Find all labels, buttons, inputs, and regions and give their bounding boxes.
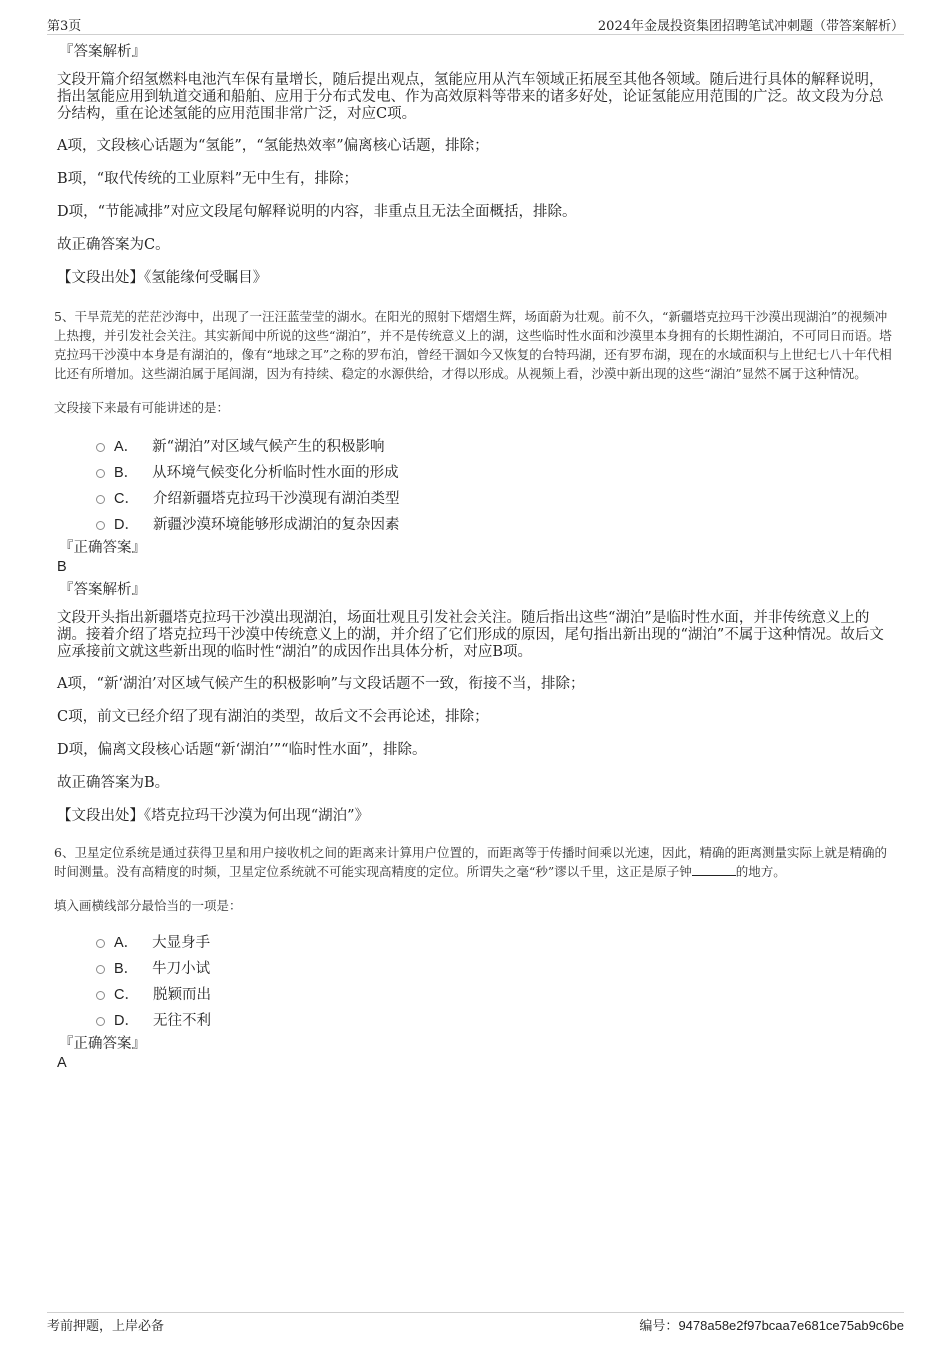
q5-analysis-paragraph: 文段开头指出新疆塔克拉玛干沙漠出现湖泊，场面壮观且引发社会关注。随后指出这些“湖泊”是临时性水面，并非传统意义上的湖。接着介绍了塔克拉玛干沙漠中传统意义上的湖，并介绍了它们形成的原因，尾句指出新出现的“湖泊”不属于这种情况。故后文应承接前文就这些新出现的临时性“湖泊”的成因作出具体分析，对应B项。 (57, 610, 884, 660)
radio-icon[interactable] (96, 469, 105, 478)
q5-option-a[interactable]: A． 新“湖泊”对区域气候产生的积极影响 (96, 432, 892, 458)
q4-analysis-header: 『答案解析』 (59, 44, 146, 60)
q5-analysis-header: 『答案解析』 (59, 582, 146, 598)
q6-answer: A (57, 1055, 67, 1071)
q6-answer-header: 『正确答案』 (59, 1036, 146, 1052)
q4-conclusion: 故正确答案为C。 (57, 237, 170, 253)
page-header (47, 14, 904, 35)
q5-answer-header: 『正确答案』 (59, 540, 146, 556)
page-content (54, 42, 892, 1072)
q5-stem: 5、干旱荒芜的茫茫沙海中，出现了一汪汪蓝莹莹的湖水。在阳光的照射下熠熠生辉，场面蔚为壮观。前不久，“新疆塔克拉玛干沙漠出现湖泊”的视频冲上热搜，并引发社会关注。其实新闻中所说的这些“湖泊”，并不是传统意义上的湖，这些临时性水面和沙漠里本身拥有的长期性湖泊，不可同日而语。塔克拉玛干沙漠中本身是有湖泊的，像有“地球之耳”之称的罗布泊，曾经干涸如今又恢复的台特玛湖，还有罗布湖，现在的水域面积与上世纪七八十年代相比还有所增加。这些湖泊属于尾闾湖，因为有持续、稳定的水源供给，才得以形成。从视频上看，沙漠中新出现的这些“湖泊”显然不属于这种情况。 (54, 309, 892, 381)
q6-option-d[interactable]: D． 无往不利 (96, 1006, 892, 1032)
radio-icon[interactable] (96, 965, 105, 974)
radio-icon[interactable] (96, 443, 105, 452)
page-number: 第3页 (47, 19, 82, 34)
q5-options (96, 432, 892, 536)
q5-prompt: 文段接下来最有可能讲述的是： (54, 400, 230, 415)
radio-icon[interactable] (96, 521, 105, 530)
q5-option-d[interactable]: D． 新疆沙漠环境能够形成湖泊的复杂因素 (96, 510, 892, 536)
q6-prompt: 填入画横线部分最恰当的一项是： (54, 898, 242, 913)
radio-icon[interactable] (96, 991, 105, 1000)
radio-icon[interactable] (96, 1017, 105, 1026)
q5-option-b[interactable]: B． 从环境气候变化分析临时性水面的形成 (96, 458, 892, 484)
footer-slogan: 考前押题，上岸必备 (47, 1319, 165, 1334)
q4-option-d-explanation: D项，“节能减排”对应文段尾句解释说明的内容，非重点且无法全面概括，排除。 (57, 204, 577, 220)
q5-source: 【文段出处】《塔克拉玛干沙漠为何出现“湖泊”》 (57, 808, 370, 824)
q6-stem: 6、卫星定位系统是通过获得卫星和用户接收机之间的距离来计算用户位置的，而距离等于传播时间乘以光速，因此，精确的距离测量实际上就是精确的时间测量。没有高精度的时频，卫星定位系统就不可能实现高精度的定位。所谓失之毫“秒”谬以千里，这正是原子钟 的地方。 (54, 845, 887, 879)
q5-option-d-explanation: D项，偏离文段核心话题“新‘湖泊’”“临时性水面”，排除。 (57, 742, 427, 758)
page-footer (47, 1312, 904, 1334)
q6-option-a[interactable]: A． 大显身手 (96, 928, 892, 954)
q4-option-b-explanation: B项，“取代传统的工业原料”无中生有，排除； (57, 171, 358, 187)
q4-option-a-explanation: A项，文段核心话题为“氢能”，“氢能热效率”偏离核心话题，排除； (57, 138, 489, 154)
q6-option-c[interactable]: C． 脱颖而出 (96, 980, 892, 1006)
radio-icon[interactable] (96, 495, 105, 504)
q5-answer: B (57, 559, 67, 575)
document-id: 编号：9478a58e2f97bcaa7e681ce75ab9c6be (639, 1318, 904, 1334)
q4-source: 【文段出处】《氢能缘何受瞩目》 (57, 270, 268, 286)
radio-icon[interactable] (96, 939, 105, 948)
q5-conclusion: 故正确答案为B。 (57, 775, 170, 791)
q5-option-c-explanation: C项，前文已经介绍了现有湖泊的类型，故后文不会再论述，排除； (57, 709, 489, 725)
q5-option-a-explanation: A项，“新‘湖泊’对区域气候产生的积极影响”与文段话题不一致，衔接不当，排除； (57, 676, 585, 692)
q6-option-b[interactable]: B． 牛刀小试 (96, 954, 892, 980)
q4-analysis-paragraph: 文段开篇介绍氢燃料电池汽车保有量增长，随后提出观点，氢能应用从汽车领域正拓展至其他各领域。随后进行具体的解释说明，指出氢能应用到轨道交通和船舶、应用于分布式发电、作为高效原料等带来的诸多好处，论证氢能应用范围的广泛。故文段为分总分结构，重在论述氢能的应用范围非常广泛，对应C项。 (57, 72, 884, 122)
document-title: 2024年金晟投资集团招聘笔试冲刺题（带答案解析） (597, 19, 904, 34)
fill-blank-line (692, 863, 736, 876)
q6-options (96, 928, 892, 1032)
q5-option-c[interactable]: C． 介绍新疆塔克拉玛干沙漠现有湖泊类型 (96, 484, 892, 510)
